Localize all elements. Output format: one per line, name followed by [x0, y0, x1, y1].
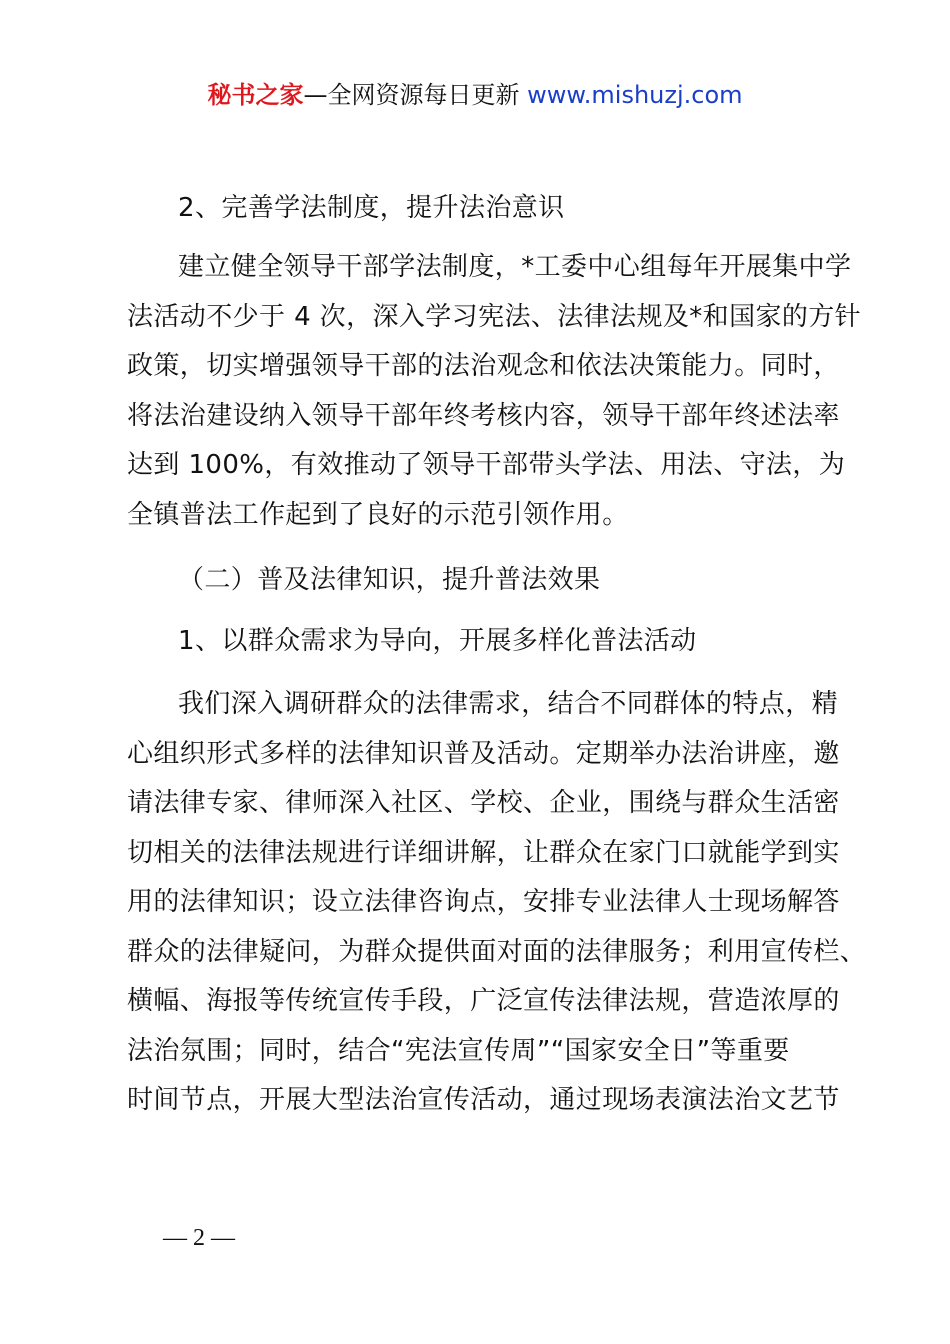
- section-heading: （二）普及法律知识，提升普法效果: [178, 565, 601, 595]
- brand-name: 秘书之家: [207, 81, 304, 109]
- paragraph-diverse-activities: [127, 680, 867, 1126]
- subsection-heading: 2、完善学法制度，提升法治意识: [178, 193, 565, 223]
- paragraph-line: 时间节点，开展大型法治宣传活动，通过现场表演法治文艺节: [127, 1085, 840, 1115]
- paragraph-line: 法活动不少于 4 次，深入学习宪法、法律法规及*和国家的方针: [127, 301, 862, 332]
- paragraph-line: 我们深入调研群众的法律需求，结合不同群体的特点，精: [178, 689, 839, 719]
- paragraph-line: 达到 100%，有效推动了领导干部带头学法、用法、守法，为: [127, 450, 846, 480]
- subsection-heading: 1、以群众需求为导向，开展多样化普法活动: [178, 626, 697, 656]
- paragraph-line: 将法治建设纳入领导干部年终考核内容，领导干部年终述法率: [127, 400, 840, 431]
- paragraph-line: 全镇普法工作起到了良好的示范引领作用。: [127, 499, 629, 530]
- paragraph-line: 法治氛围；同时，结合“宪法宣传周”“国家安全日”等重要: [127, 1035, 790, 1066]
- page-number: — 2 —: [163, 1225, 235, 1251]
- paragraph-line: 心组织形式多样的法律知识普及活动。定期举办法治讲座，邀: [127, 738, 840, 769]
- paragraph-line: 政策，切实增强领导干部的法治观念和依法决策能力。同时，: [127, 351, 840, 381]
- site-header: [0, 78, 950, 112]
- header-tagline: —全网资源每日更新: [303, 81, 520, 109]
- paragraph-leadership-study: [127, 243, 862, 540]
- paragraph-line: 切相关的法律法规进行详细讲解，让群众在家门口就能学到实: [127, 837, 840, 868]
- paragraph-line: 建立健全领导干部学法制度，*工委中心组每年开展集中学: [178, 252, 852, 282]
- site-url[interactable]: www.mishuzj.com: [527, 81, 743, 109]
- paragraph-line: 用的法律知识；设立法律咨询点，安排专业法律人士现场解答: [127, 887, 840, 917]
- paragraph-line: 请法律专家、律师深入社区、学校、企业，围绕与群众生活密: [127, 788, 840, 818]
- paragraph-line: 群众的法律疑问，为群众提供面对面的法律服务；利用宣传栏、: [127, 936, 867, 967]
- paragraph-line: 横幅、海报等传统宣传手段，广泛宣传法律法规，营造浓厚的: [127, 986, 840, 1016]
